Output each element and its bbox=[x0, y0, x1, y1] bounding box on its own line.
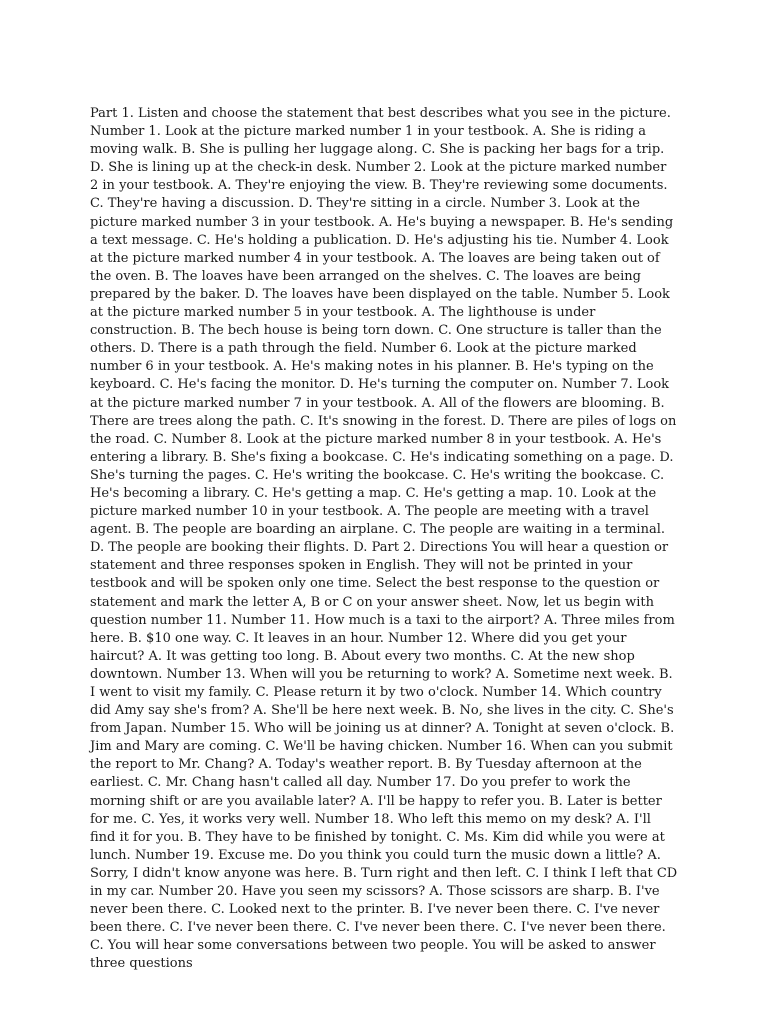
document-body-text: Part 1. Listen and choose the statement that best describes what you see in the picture. Number 1. Look at the picture marked number 1 in your testbook. A. She is riding a moving walk. B. She is pulling her luggage along. C. She is packing her bags for a trip. D. She is lining up at the check-in desk. Number 2. Look at the picture marked number 2 in your testbook. A. They're enjoying the view. B. They're reviewing some documents. C. They're having a discussion. D. They're sitting in a circle. Number 3. Look at the picture marked number 3 in your testbook. A. He's buying a newspaper. B. He's sending a text message. C. He's holding a publication. D. He's adjusting his tie. Number 4. Look at the picture marked number 4 in your testbook. A. The loaves are being taken out of the oven. B. The loaves have been arranged on the shelves. C. The loaves are being prepared by the baker. D. The loaves have been displayed on the table. Number 5. Look at the picture marked number 5 in your testbook. A. The lighthouse is under construction. B. The bech house is being torn down. C. One structure is taller than the others. D. There is a path through the field. Number 6. Look at the picture marked number 6 in your testbook. A. He's making notes in his planner. B. He's typing on the keyboard. C. He's facing the monitor. D. He's turning the computer on. Number 7. Look at the picture marked number 7 in your testbook. A. All of the flowers are blooming. B. There are trees along the path. C. It's snowing in the forest. D. There are piles of logs on the road. C. Number 8. Look at the picture marked number 8 in your testbook. A. He's entering a library. B. She's fixing a bookcase. C. He's indicating something on a page. D. She's turning the pages. C. He's writing the bookcase. C. He's writing the bookcase. C. He's becoming a library. C. He's getting a map. C. He's getting a map. 10. Look at the picture marked number 10 in your testbook. A. The people are meeting with a travel agent. B. The people are boarding an airplane. C. The people are waiting in a terminal. D. The people are booking their flights. D. Part 2. Directions You will hear a question or statement and three responses spoken in English. They will not be printed in your testbook and will be spoken only one time. Select the best response to the question or statement and mark the letter A, B or C on your answer sheet. Now, let us begin with question number 11. Number 11. How much is a taxi to the airport? A. Three miles from here. B. $10 one way. C. It leaves in an hour. Number 12. Where did you get your haircut? A. It was getting too long. B. About every two months. C. At the new shop downtown. Number 13. When will you be returning to work? A. Sometime next week. B. I went to visit my family. C. Please return it by two o'clock. Number 14. Which country did Amy say she's from? A. She'll be here next week. B. No, she lives in the city. C. She's from Japan. Number 15. Who will be joining us at dinner? A. Tonight at seven o'clock. B. Jim and Mary are coming. C. We'll be having chicken. Number 16. When can you submit the report to Mr. Chang? A. Today's weather report. B. By Tuesday afternoon at the earliest. C. Mr. Chang hasn't called all day. Number 17. Do you prefer to work the morning shift or are you available later? A. I'll be happy to refer you. B. Later is better for me. C. Yes, it works very well. Number 18. Who left this memo on my desk? A. I'll find it for you. B. They have to be finished by tonight. C. Ms. Kim did while you were at lunch. Number 19. Excuse me. Do you think you could turn the music down a little? A. Sorry, I didn't know anyone was here. B. Turn right and then left. C. I think I left that CD in my car. Number 20. Have you seen my scissors? A. Those scissors are sharp. B. I've never been there. C. Looked next to the printer. B. I've never been there. C. I've never been there. C. I've never been there. C. I've never been there. C. I've never been there. C. You will hear some conversations between two people. You will be asked to answer three questions bbox=[90, 106, 678, 972]
